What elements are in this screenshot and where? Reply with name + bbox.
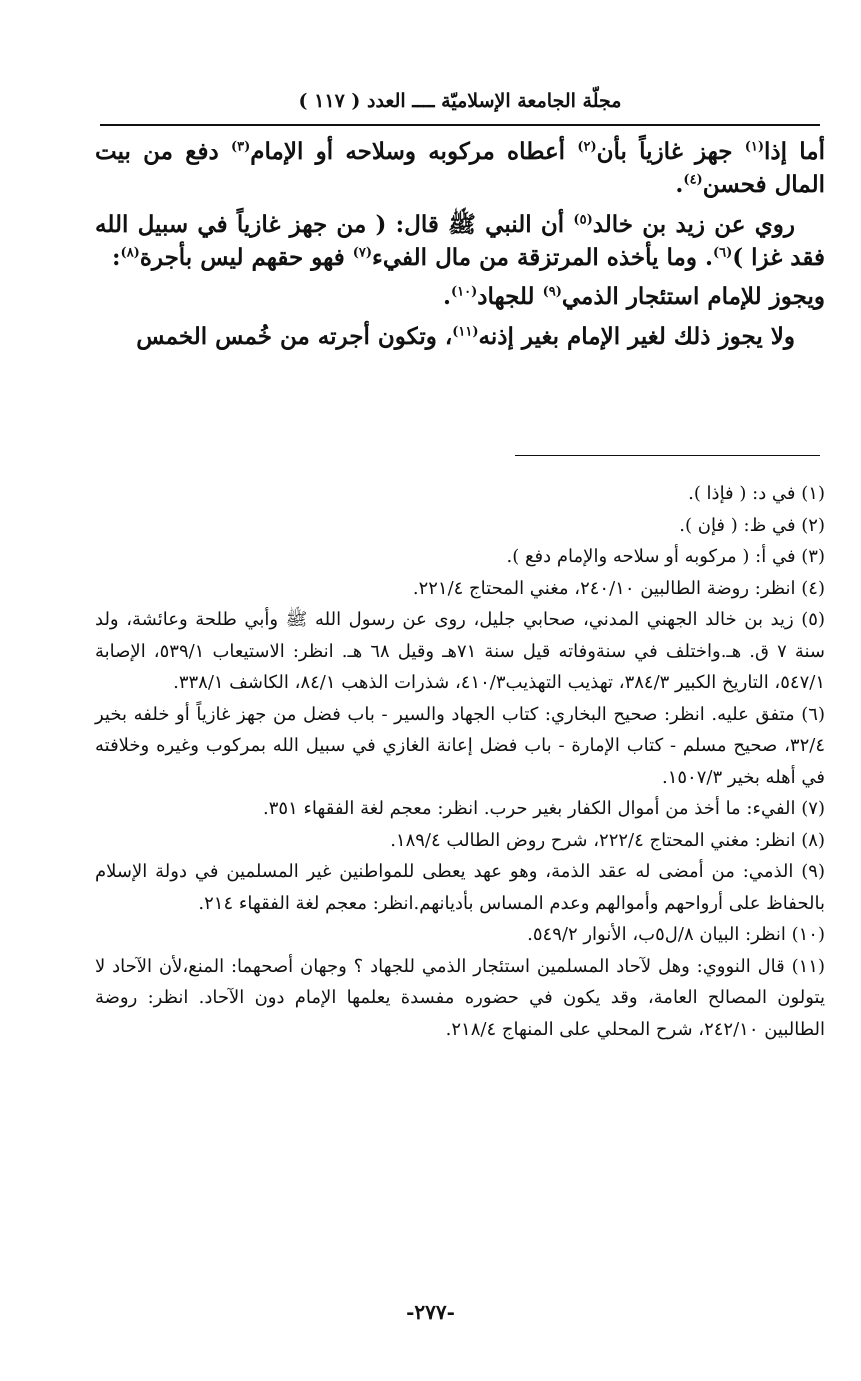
footnote-3: (٣) في أ: ( مركوبه أو سلاحه والإمام دفع ).	[506, 546, 825, 567]
footnote-ref[interactable]: (٢)	[577, 139, 597, 155]
footnotes	[95, 478, 825, 1045]
text: أما إذا	[764, 138, 825, 165]
footnote-10: (١٠) انظر: البيان ٨/ل٥ب، الأنوار ٥٤٩/٢.	[527, 924, 825, 945]
footnote-ref[interactable]: (١٠)	[450, 284, 478, 300]
paragraph-1	[95, 135, 825, 202]
footnote-ref[interactable]: (٩)	[542, 284, 562, 300]
text: ولا يجوز ذلك لغير الإمام بغير إذنه	[478, 322, 795, 350]
text: دفع من بيت المال فحسن	[95, 138, 825, 199]
page-number: -٢٧٧-	[406, 1300, 455, 1324]
footnote-ref[interactable]: (٧)	[352, 245, 373, 261]
main-text	[95, 135, 825, 359]
footnote-ref[interactable]: (٨)	[120, 245, 140, 261]
footnote-ref[interactable]: (١)	[744, 139, 765, 155]
text: ، وتكون أجرته من خُمس الخمس	[136, 322, 453, 350]
footnote-separator	[515, 455, 820, 456]
text: أن النبي ﷺ قال: ( من جهز غازياً في سبيل الله فقد غزا )	[95, 210, 825, 272]
footnote-ref[interactable]: (١١)	[452, 324, 479, 340]
footnote-ref[interactable]: (٦)	[712, 245, 733, 261]
text: جهز غازياً بأن	[596, 138, 745, 165]
text: :	[112, 244, 121, 272]
footnote-4: (٤) انظر: روضة الطالبين ٢٤٠/١٠، مغني المحتاج ٢٢١/٤.	[412, 577, 825, 599]
footnote-1: (١) في د: ( فإذا ).	[688, 483, 825, 504]
footnote-11: (١١) قال النووي: وهل لآحاد المسلمين استئجار الذمي للجهاد ؟ وجهان أصحهما: المنع،لأن الآحاد لا يتولون المصالح العامة، وقد يكون في حضوره مفسدة يعلمها الإمام دون الآحاد. انظر: روضة الطالبين ٢٤٢/١٠، شرح المحلي على المنهاج ٢١٨/٤.	[95, 955, 825, 1040]
footnote-ref[interactable]: (٣)	[230, 139, 251, 155]
header-rule	[100, 124, 820, 126]
paragraph-3	[95, 280, 825, 313]
paragraph-2	[95, 208, 825, 275]
paragraph-4	[95, 320, 825, 353]
running-header: مجلّة الجامعة الإسلاميّة ــــ العدد ( ١١٧ )	[298, 90, 622, 112]
text: .	[675, 171, 684, 199]
text: .	[442, 283, 451, 311]
text: . وما يأخذه المرتزقة من مال الفيء	[372, 244, 713, 272]
text: فهو حقهم ليس بأجرة	[139, 244, 353, 272]
text: للجهاد	[477, 283, 543, 311]
footnote-9: (٩) الذمي: من أمضى له عقد الذمة، وهو عهد يعطى للمواطنين غير المسلمين في دولة الإسلام بالحفاظ على أرواحهم وأموالهم وعدم المساس بأديانهم.انظر: معجم لغة الفقهاء ٢١٤.	[95, 861, 825, 914]
footnote-5: (٥) زيد بن خالد الجهني المدني، صحابي جليل، روى عن رسول الله ﷺ وأبي طلحة وعائشة، ولد سنة ٧ ق. هـ.واختلف في سنةوفاته قيل سنة ٧١هـ وقيل ٦٨ هـ. انظر: الاستيعاب ٥٣٩/١، الإصابة ٥٤٧/١، التاريخ الكبير ٣٨٤/٣، تهذيب التهذيب٤١٠/٣، شذرات الذهب ٨٤/١، الكاشف ٣٣٨/١.	[95, 609, 825, 693]
footnote-ref[interactable]: (٥)	[573, 212, 593, 228]
footnote-ref[interactable]: (٤)	[683, 172, 703, 188]
footnote-8: (٨) انظر: مغني المحتاج ٢٢٢/٤، شرح روض الطالب ١٨٩/٤.	[390, 829, 825, 851]
text: أعطاه مركوبه وسلاحه أو الإمام	[250, 138, 578, 165]
footnote-7: (٧) الفيء: ما أخذ من أموال الكفار بغير حرب. انظر: معجم لغة الفقهاء ٣٥١.	[263, 798, 825, 819]
text: ويجوز للإمام استئجار الذمي	[561, 283, 825, 311]
footnote-2: (٢) في ظ: ( فإن ).	[679, 514, 825, 536]
footnote-6: (٦) متفق عليه. انظر: صحيح البخاري: كتاب الجهاد والسير - باب فضل من جهز غازياً أو خلفه بخير ٣٢/٤، صحيح مسلم - كتاب الإمارة - باب فضل إعانة الغازي في سبيل الله بمركوب وغيره وخلافته في أهله بخير ١٥٠٧/٣.	[95, 703, 825, 788]
text: روي عن زيد بن خالد	[592, 210, 795, 238]
